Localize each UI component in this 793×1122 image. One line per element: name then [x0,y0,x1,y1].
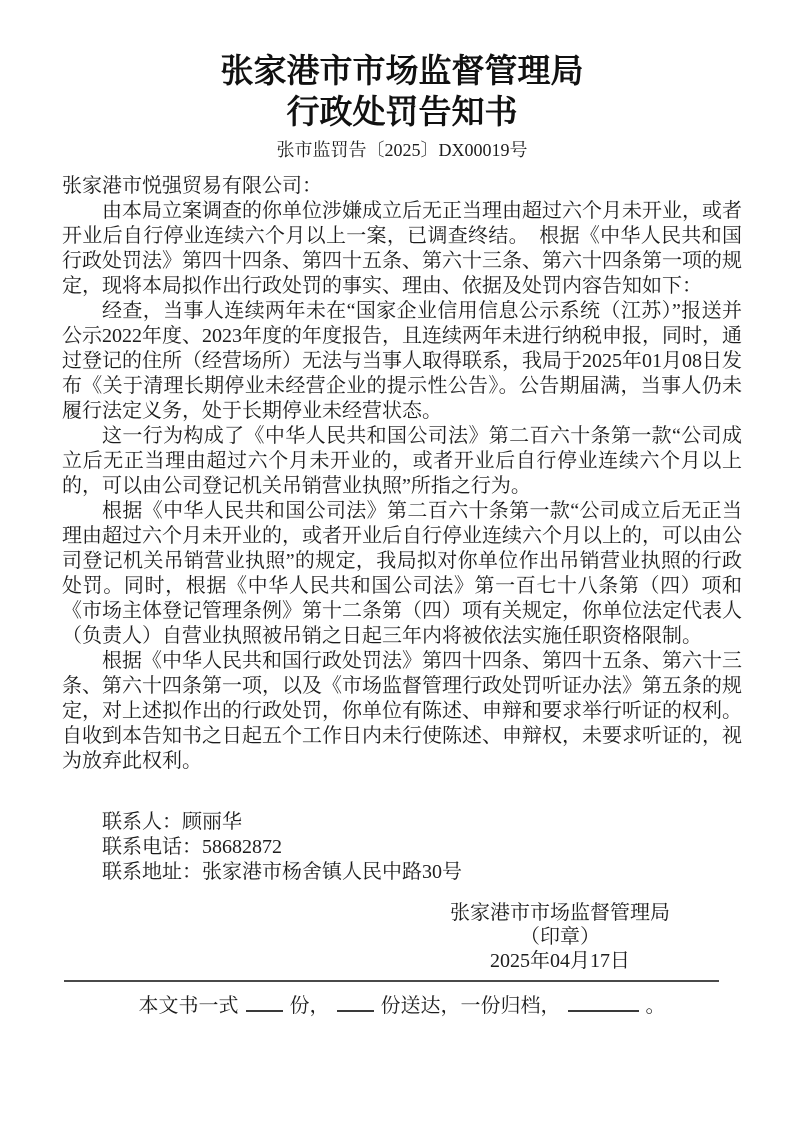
body-paragraph: 经查，当事人连续两年未在“国家企业信用信息公示系统（江苏）”报送并公示2022年度、2023年度的年度报告，且连续两年未进行纳税申报，同时，通过登记的住所（经营场所）无法与当事人取得联系，我局于2025年01月08日发布《关于清理长期停业未经营企业的提示性公告》。公告期届满，当事人仍未履行法定义务，处于长期停业未经营状态。 [62,300,742,422]
seal-note: （印章） [520,926,600,948]
document-body [62,174,742,774]
copies-blank-line [246,993,283,1012]
footer-divider [64,980,719,982]
body-paragraph: 这一行为构成了《中华人民共和国公司法》第二百六十条第一款“公司成立后无正当理由超过六个月未开业的，或者开业后自行停业连续六个月以上的，可以由公司登记机关吊销营业执照”所指之行为。 [62,425,742,497]
footer-text-segment: 。 [645,995,666,1017]
extra-blank-line [568,993,639,1012]
contact-phone: 联系电话：58682872 [102,836,282,858]
footer-note [62,993,742,1019]
footer-text-segment: 份送达，一份归档， [380,995,561,1017]
issue-date: 2025年04月17日 [490,950,630,972]
footer-text-segment: 份， [289,995,330,1017]
contact-block [62,810,742,885]
footer-text-segment: 本文书一式 [138,995,239,1017]
authority-title: 张家港市市场监督管理局 [220,52,584,89]
body-paragraph: 根据《中华人民共和国行政处罚法》第四十四条、第四十五条、第六十三条、第六十四条第一项，以及《市场监督管理行政处罚听证办法》第五条的规定，对上述拟作出的行政处罚，你单位有陈述、申辩和要求举行听证的权利。自收到本告知书之日起五个工作日内未行使陈述、申辩权，未要求听证的，视为放弃此权利。 [62,650,742,772]
delivery-blank-line [337,993,374,1012]
notice-type-title: 行政处罚告知书 [286,93,518,130]
contact-address: 联系地址：张家港市杨舍镇人民中路30号 [102,861,462,883]
document-number: 张市监罚告〔2025〕DX00019号 [276,140,528,160]
addressee-line: 张家港市悦强贸易有限公司： [62,175,322,197]
body-paragraph: 由本局立案调查的你单位涉嫌成立后无正当理由超过六个月未开业，或者开业后自行停业连续六个月以上一案，已调查终结。 根据《中华人民共和国行政处罚法》第四十四条、第四十五条、第六十三条、第六十四条第一项的规定，现将本局拟作出行政处罚的事实、理由、依据及处罚内容告知如下： [62,200,742,297]
body-paragraph: 根据《中华人民共和国公司法》第二百六十条第一款“公司成立后无正当理由超过六个月未开业的，或者开业后自行停业连续六个月以上的，可以由公司登记机关吊销营业执照”的规定，我局拟对你单位作出吊销营业执照的行政处罚。同时，根据《中华人民共和国公司法》第一百七十八条第（四）项和《市场主体登记管理条例》第十二条第（四）项有关规定，你单位法定代表人（负责人）自营业执照被吊销之日起三年内将被依法实施任职资格限制。 [62,500,742,647]
signature-block [430,901,690,973]
signature-authority: 张家港市市场监督管理局 [450,902,670,924]
contact-person: 联系人：顾丽华 [102,811,242,833]
